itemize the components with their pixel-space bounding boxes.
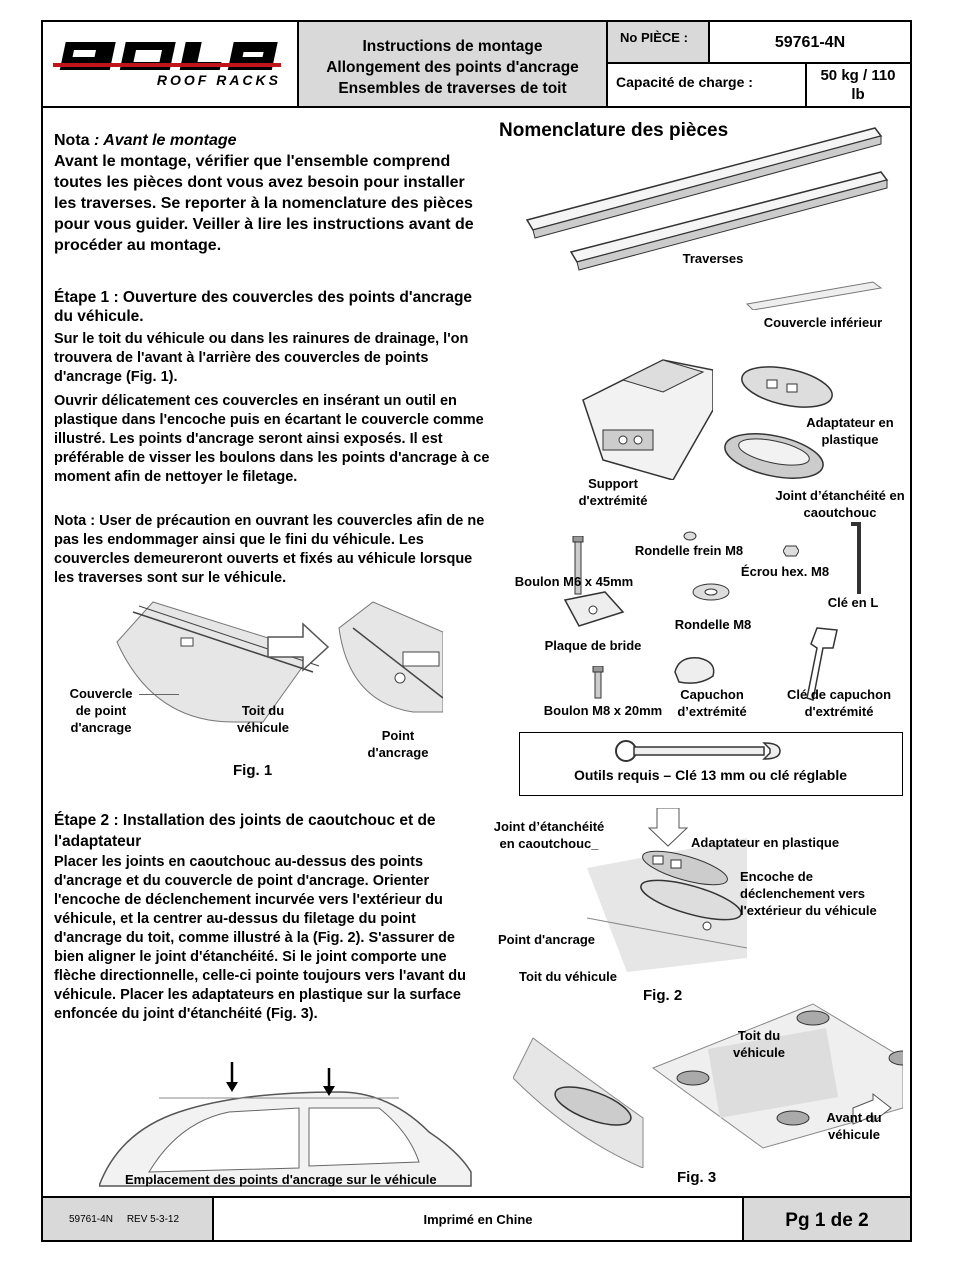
label-support: Support d'extrémité bbox=[578, 476, 648, 508]
label-plaque: Plaque de bride bbox=[544, 638, 642, 653]
fig2-label-adapt: Adaptateur en plastique bbox=[691, 835, 840, 850]
label-boulon6: Boulon M6 x 45mm bbox=[514, 574, 634, 589]
label-couvercle: Couvercle inférieur bbox=[763, 315, 883, 330]
footer-printed: Imprimé en Chine bbox=[423, 1212, 533, 1227]
fig1-label-cover: Couvercle de point d'ancrage bbox=[69, 686, 133, 735]
logo-subtitle: ROOF RACKS bbox=[156, 72, 281, 88]
label-boulon8: Boulon M8 x 20mm bbox=[543, 703, 663, 718]
fig2-label-joint: Joint d’étanchéité en caoutchouc_ bbox=[493, 819, 605, 851]
footer-code: 59761-4N REV 5-3-12 bbox=[69, 1214, 180, 1225]
piece-number: 59761-4N bbox=[774, 34, 846, 51]
intro-text: Avant le montage, vérifier que l'ensemble comprend toutes les pièces dont vous avez besoin pour installer les traverses. Se reporter à la nomenclature des pièces pour vous guider. Veiller à lire les instructions avant de procéder au montage. bbox=[54, 153, 474, 254]
adaptateur-image bbox=[737, 362, 837, 417]
label-cle-capuchon: Clé de capuchon d'extrémité bbox=[786, 687, 892, 719]
fig2-label-encoche: Encoche de déclenchement vers l'extérieur du véhicule bbox=[740, 869, 877, 918]
fig2-caption: Fig. 2 bbox=[643, 987, 683, 1004]
title-box bbox=[299, 22, 606, 106]
label-cle-l: Clé en L bbox=[827, 595, 879, 610]
footer-code-cell bbox=[43, 1198, 212, 1240]
header-divider bbox=[43, 106, 910, 108]
label-ecrou: Écrou hex. M8 bbox=[740, 564, 830, 579]
page-frame bbox=[41, 20, 912, 1242]
couvercle-image bbox=[743, 280, 883, 315]
fig3-label-front: Avant du véhicule bbox=[826, 1110, 882, 1142]
label-traverses: Traverses bbox=[682, 251, 744, 266]
parts-title: Nomenclature des pièces bbox=[499, 120, 729, 141]
intro-nota bbox=[54, 130, 484, 151]
ecrou-image bbox=[783, 544, 799, 562]
tools-required: Outils requis – Clé 13 mm ou clé réglable bbox=[573, 767, 848, 783]
piece-label: No PIÈCE : bbox=[620, 30, 688, 45]
label-rondelle-frein: Rondelle frein M8 bbox=[634, 543, 744, 558]
title-line-2: Allongement des points d'ancrage bbox=[326, 59, 579, 76]
rondelle-image bbox=[691, 582, 731, 607]
step1-title: Étape 1 : Ouverture des couvercles des points d'ancrage du véhicule. bbox=[54, 289, 473, 325]
doc-title bbox=[299, 22, 606, 99]
title-line-3: Ensembles de traverses de toit bbox=[338, 80, 567, 97]
label-rondelle: Rondelle M8 bbox=[674, 617, 752, 632]
title-line-1: Instructions de montage bbox=[362, 38, 543, 55]
fig3-illustration bbox=[513, 998, 903, 1173]
page-number: Pg 1 de 2 bbox=[785, 1210, 869, 1231]
boulon8-image bbox=[591, 666, 605, 705]
piece-label-cell bbox=[608, 22, 708, 62]
capacity-sep bbox=[805, 62, 807, 106]
wrench-icon bbox=[614, 739, 784, 768]
car-caption: Emplacement des points d'ancrage sur le véhicule bbox=[125, 1172, 437, 1187]
piece-divider bbox=[606, 62, 910, 64]
fig2-label-roof: Toit du véhicule bbox=[519, 969, 617, 984]
step1-para-2: Ouvrir délicatement ces couvercles en insérant un outil en plastique dans l'encoche puis en écartant le couvercle comme illustré. Les points d'ancrage seront ainsi exposés. Il est préférable de visser les boulons dans les points d'ancrage à ce moment afin de nettoyer le filetage. bbox=[54, 393, 490, 485]
step1-para-1: Sur le toit du véhicule ou dans les rainures de drainage, l'on trouvera de l'avant à l'arrière des couvercles de points d'ancrage (Fig. 1). bbox=[54, 331, 469, 385]
nota-title: : Avant le montage bbox=[89, 132, 237, 149]
nota-label: Nota bbox=[54, 132, 90, 149]
fig1-leader-cover bbox=[139, 694, 179, 695]
tools-box bbox=[519, 732, 903, 796]
page-number-cell bbox=[744, 1198, 910, 1240]
fig1-caption: Fig. 1 bbox=[233, 762, 273, 779]
step2-text: Placer les joints en caoutchouc au-dessus des points d'ancrage et du couvercle de point d'ancrage. Orienter l'encoche de déclenchement incurvée vers l'extérieur du véhicule, et la centrer au-dessus du filetage du point d'ancrage du toit, comme illustré à la (Fig. 2). S'assurer de bien aligner le joint d'étanchéité. Si le joint comporte une flèche directionnelle, celle-ci pointe toujours vers l'avant du véhicule. Placer les adaptateurs en plastique sur la surface enfoncée du joint d'étanchéité (Fig. 3). bbox=[54, 854, 466, 1022]
fig1-label-roof: Toit du véhicule bbox=[236, 703, 290, 735]
label-joint: Joint d’étanchéité en caoutchouc bbox=[775, 488, 905, 520]
step1-para-3: Nota : User de précaution en ouvrant les couvercles afin de ne pas les endommager ainsi que le fini du véhicule. Les couvercles demeureront ouverts et fixés au véhicule lorsque les traverses sont sur le véhicule. bbox=[54, 513, 485, 586]
joint-image bbox=[719, 426, 829, 491]
cle-l-image bbox=[849, 522, 863, 601]
fig3-caption: Fig. 3 bbox=[677, 1169, 717, 1186]
support-image bbox=[563, 340, 713, 485]
fig2-label-point: Point d'ancrage bbox=[498, 932, 595, 947]
capacity-label: Capacité de charge : bbox=[616, 74, 753, 90]
plaque-image bbox=[555, 590, 625, 635]
intro-block bbox=[54, 130, 484, 256]
fig3-label-roof: Toit du véhicule bbox=[732, 1028, 786, 1060]
fig1-label-point: Point d'ancrage bbox=[367, 728, 429, 760]
capacity-value: 50 kg / 110 lb bbox=[820, 67, 896, 103]
label-capuchon: Capuchon d’extrémité bbox=[677, 687, 747, 719]
label-adaptateur: Adaptateur en plastique bbox=[806, 415, 894, 447]
step2-title: Étape 2 : Installation des joints de caoutchouc et de l'adaptateur bbox=[54, 812, 436, 850]
